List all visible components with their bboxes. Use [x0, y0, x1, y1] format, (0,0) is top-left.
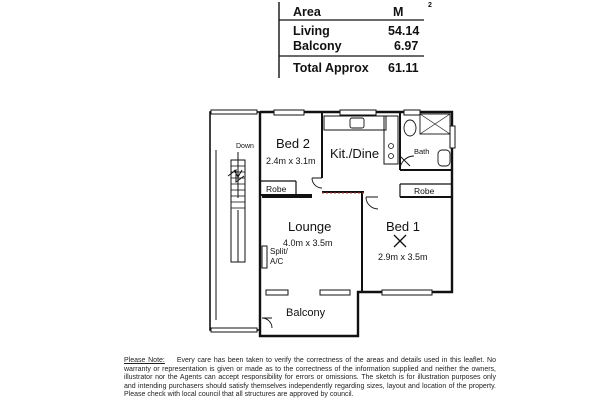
- disclaimer-note: [124, 357, 496, 400]
- window-bath-side: [450, 126, 455, 148]
- area-row-value: 54.14: [388, 24, 420, 38]
- room-name-robe-right: Robe: [414, 186, 435, 196]
- door-bed2: [312, 178, 322, 188]
- room-name-kitdine: Kit./Dine: [330, 146, 380, 161]
- room-name-bath: Bath: [414, 147, 430, 156]
- room-size-bed2: 2.4m x 3.1m: [266, 156, 316, 166]
- room-size-bed1: 2.9m x 3.5m: [378, 252, 428, 262]
- window-lounge: [320, 290, 350, 295]
- disclaimer-label: Please Note:: [124, 357, 165, 364]
- window-kitchen: [340, 110, 376, 115]
- door-bath: [400, 156, 414, 170]
- area-row-value: 6.97: [394, 39, 419, 53]
- window-bed1: [382, 290, 432, 295]
- door-bed1: [366, 197, 378, 209]
- cooktop-burner: [389, 154, 394, 159]
- stairs-label: Down: [236, 143, 254, 150]
- cooktop-burner: [389, 144, 394, 149]
- split-ac-label-line1: Split/: [270, 247, 288, 256]
- area-row-label: Living: [293, 24, 330, 38]
- bath-toilet: [404, 120, 416, 136]
- door-lounge-balcony: [262, 318, 272, 328]
- stairwell-window-top: [211, 110, 257, 114]
- window-bath: [404, 110, 420, 115]
- disclaimer-text: Every care has been taken to verify the correctness of the areas and details used in this leaflet. No warranty or representation is given or made as to the correctness of the information supplied and neither the owners, illustrator nor the Agents can accept responsibility for errors or omissions. The sketch is for illustration purposes only and intending purchasers should satisfy themselves independently regarding sizes, layout and location of the property. Please check with local council that all structures are approved by council.: [124, 357, 496, 399]
- area-row-label: Balcony: [293, 39, 342, 53]
- area-header-unit: M: [393, 5, 404, 19]
- split-ac-label-line2: A/C: [270, 257, 284, 266]
- window-bed2: [274, 110, 304, 115]
- area-total-label: Total Approx: [293, 61, 369, 75]
- room-name-bed2: Bed 2: [276, 136, 310, 151]
- room-size-lounge: 4.0m x 3.5m: [283, 238, 333, 248]
- kitchen-sink: [350, 118, 364, 128]
- area-table: [279, 2, 432, 78]
- room-name-robe-left: Robe: [266, 184, 287, 194]
- area-header-unit-exponent: 2: [428, 2, 432, 9]
- area-header-label: Area: [293, 5, 321, 19]
- area-total-value: 61.11: [388, 61, 419, 75]
- room-name-bed1: Bed 1: [386, 219, 420, 234]
- split-ac-unit: [262, 246, 267, 268]
- room-name-lounge: Lounge: [288, 219, 332, 234]
- stairwell-window-bottom: [211, 328, 257, 332]
- room-name-balcony: Balcony: [286, 307, 326, 319]
- bath-basin: [438, 150, 450, 166]
- window-lounge-left: [266, 290, 288, 295]
